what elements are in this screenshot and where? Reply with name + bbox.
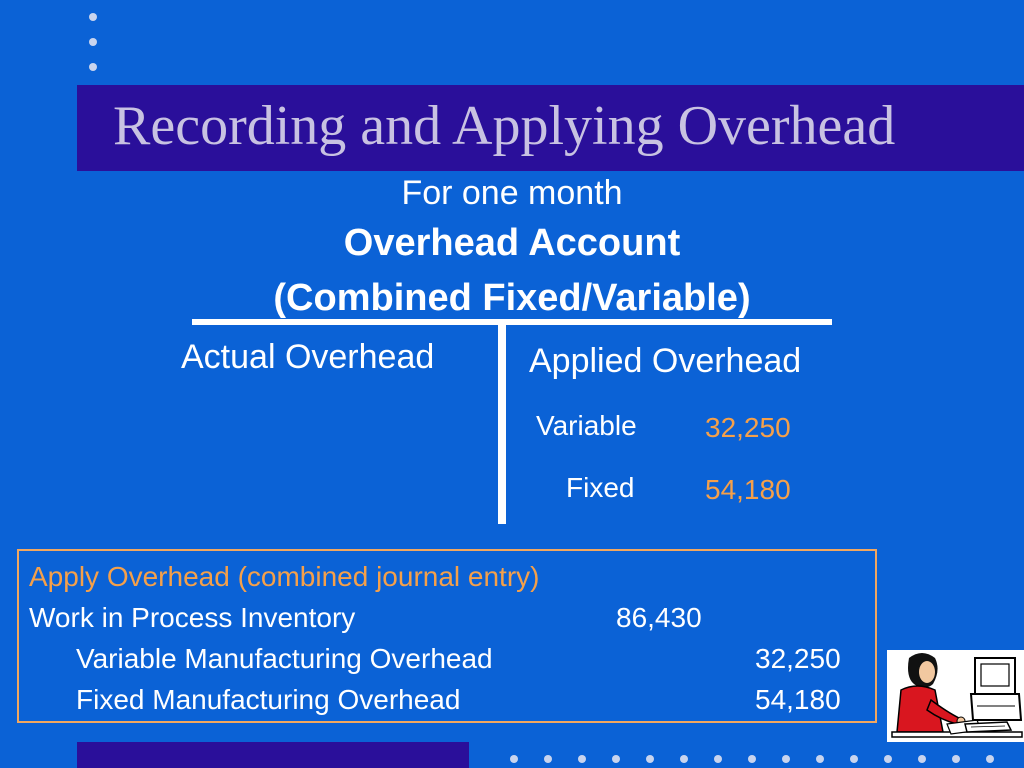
decorative-dot	[748, 755, 756, 763]
decorative-dot	[986, 755, 994, 763]
decorative-dot	[952, 755, 960, 763]
t-account-divider	[498, 325, 506, 524]
decorative-dot	[578, 755, 586, 763]
journal-credit: 32,250	[755, 643, 841, 674]
slide-title: Recording and Applying Overhead	[113, 95, 896, 157]
woman-at-computer-icon	[887, 650, 1024, 742]
decorative-dot	[510, 755, 518, 763]
decorative-dot	[89, 38, 97, 46]
decorative-dot	[918, 755, 926, 763]
journal-credit: 54,180	[755, 684, 841, 715]
applied-overhead-heading: Applied Overhead	[529, 342, 802, 380]
t-account-top-line	[192, 319, 832, 325]
decorative-dot	[89, 13, 97, 21]
journal-heading: Apply Overhead (combined journal entry)	[29, 561, 540, 592]
period-subtitle: For one month	[401, 174, 623, 212]
applied-row-value: 32,250	[705, 412, 791, 443]
decorative-dot	[680, 755, 688, 763]
decorative-dot	[850, 755, 858, 763]
applied-row-value: 54,180	[705, 474, 791, 505]
actual-overhead-heading: Actual Overhead	[181, 338, 435, 376]
decorative-dot	[646, 755, 654, 763]
journal-account: Work in Process Inventory	[29, 602, 356, 633]
applied-row-label: Variable	[536, 410, 637, 441]
decorative-dot	[89, 63, 97, 71]
journal-debit: 86,430	[616, 602, 702, 633]
decorative-dot	[884, 755, 892, 763]
bottom-bar	[77, 742, 469, 768]
decorative-dot	[816, 755, 824, 763]
decorative-dot	[544, 755, 552, 763]
decorative-dot	[612, 755, 620, 763]
decorative-dot	[714, 755, 722, 763]
account-subtitle: (Combined Fixed/Variable)	[273, 277, 751, 319]
account-title: Overhead Account	[343, 222, 681, 264]
decorative-dot	[782, 755, 790, 763]
applied-row-label: Fixed	[566, 472, 635, 503]
journal-account: Fixed Manufacturing Overhead	[76, 684, 461, 715]
journal-account: Variable Manufacturing Overhead	[76, 643, 493, 674]
